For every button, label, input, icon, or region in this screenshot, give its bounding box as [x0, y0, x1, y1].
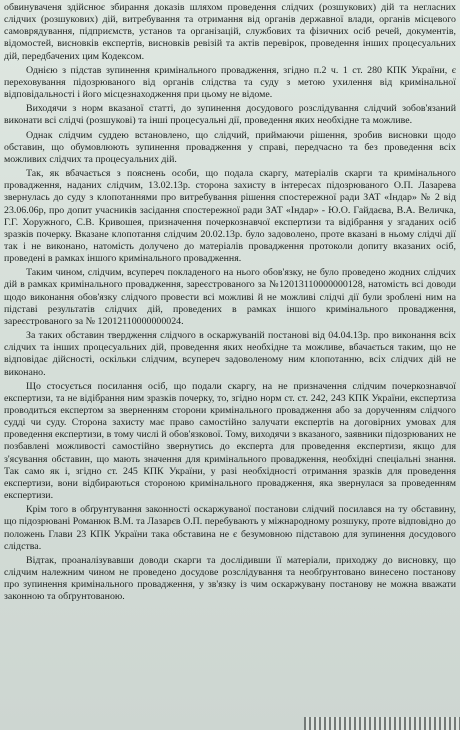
paragraph-3: Виходячи з норм вказаної статті, до зупинення досудового розслідування слідчий зобов'язаний виконати всі слідчі (розшукові) та інші процесуальні дії, проведення яких необхідне та можливе. [4, 103, 456, 127]
paragraph-1: обвинуваченя здійснює збирання доказів шляхом проведення слідчих (розшукових) дій та негласних слідчих (розшукових) дій, витребування та отримання від органів державної влади, органів місцевого самоврядування, підприємств, установ та організацій, службових та фізичних осіб речей, документів, відомостей, висновків експертів, висновків ревізій та актів перевірок, проведення інших процесуальних дій, передбачених цим Кодексом. [4, 2, 456, 62]
paragraph-6: Таким чином, слідчим, всупереч покладеного на нього обов'язку, не було проведено жодних слідчих дій в рамках кримінального провадження, зареєстрованого за №12013110000000128, натомість всі доводи щодо виконання обов'язку слідчого провести всі можливі й не можливі слідчі дії були зроблені ним на підставі результатів слідчих дій, проведених в рамках іншого кримінального провадження, зареєстрованого за № 12012110000000024. [4, 267, 456, 327]
document-page [4, 2, 456, 606]
paragraph-10: Відтак, проаналізувавши доводи скарги та дослідивши її матеріали, приходжу до висновку, що слідчим належним чином не проведено досудове розслідування та необґрунтовано винесено постанову про зупинення кримінального провадження, у зв'язку із чим оскаржувану постанову не можна вважати законною та обґрунтованою. [4, 554, 456, 603]
paragraph-2: Однією з підстав зупинення кримінального провадження, згідно п.2 ч. 1 ст. 280 КПК України, є переховування підозрюваного від органів слідства та суду з метою ухилення від кримінальної відповідальності і його місцезнаходження при цьому не відоме. [4, 64, 456, 101]
paragraph-7: За таких обставин твердження слідчого в оскаржуваній постанові від 04.04.13р. про виконання всіх слідчих та інших процесуальних дій, проведення яких необхідне та можливе, вбачається таким, що не відповідає дійсності, оскільки слідчим, всупереч задоволеному ним клопотанню, всіх слідчих дій не виконано. [4, 330, 456, 378]
paragraph-5: Так, як вбачається з пояснень особи, що подала скаргу, матеріалів скарги та кримінального провадження, наданих слідчим, 13.02.13р. сторона захисту в інтересах підозрюваного О.П. Лазарева звернулась до суду з клопотаннями про витребування рішення спостережної ради ЗАТ «Індар» № 2 від 23.06.06р, про допит учасників засідання спостережної ради ЗАТ «Індар» - Ю.О. Гайдаєва, В.А. Величка, Г.Г. Хоружного, С.В. Кривошея, призначення почеркознавчої експертизи та відібрання у згаданих осіб зразків почерку. Вказане клопотання слідчим 20.02.13р. було задоволено, проте вказані в ньому слідчі дії так і не виконано, натомість долучено до матеріалів провадження протоколи допиту вказаних осіб, проведені в рамках іншого кримінального провадження. [4, 168, 456, 265]
paragraph-8: Що стосується посилання осіб, що подали скаргу, на не призначення слідчим почеркознавчої експертизи, та не відібрання ним зразків почерку, то, згідно норм ст. ст. 242, 243 КПК України, експертиза проводиться експертом за зверненням сторони кримінального провадження або за дорученням слідчого судді чи суду. Сторона захисту має право самостійно залучати експертів на договірних умовах для проведення експертизи, в тому числі й обов'язкової. Тому, виходячи з вказаного, заявники підозрюваних не позбавлені можливості самостійно звернутись до експерта для проведення експертизи, якщо для з'ясування обставин, що мають значення для кримінального провадження, необхідні спеціальні знання. Так само як і, згідно ст. 245 КПК України, у разі необхідності отримання зразків для проведення експертизи, вони відбираються стороною кримінального провадження, яка звернулася за проведенням експертизи. [4, 380, 456, 502]
paragraph-9: Крім того в обґрунтування законності оскаржуваної постанови слідчий посилався на ту обставину, що підозрювані Романюк В.М. та Лазарєв О.П. перебувають у міжнародному розшуку, проте відповідно до положень Глави 23 КПК України така обставина не є безумовною підставою для зупинення досудового слідства. [4, 504, 456, 552]
paragraph-4: Однак слідчим суддею встановлено, що слідчий, приймаючи рішення, зробив висновки щодо обставин, що обумовлюють зупинення провадження у справі, передчасно та без проведення всіх можливих слідчих та процесуальних дій. [4, 129, 456, 165]
film-edge-decoration [304, 717, 460, 730]
